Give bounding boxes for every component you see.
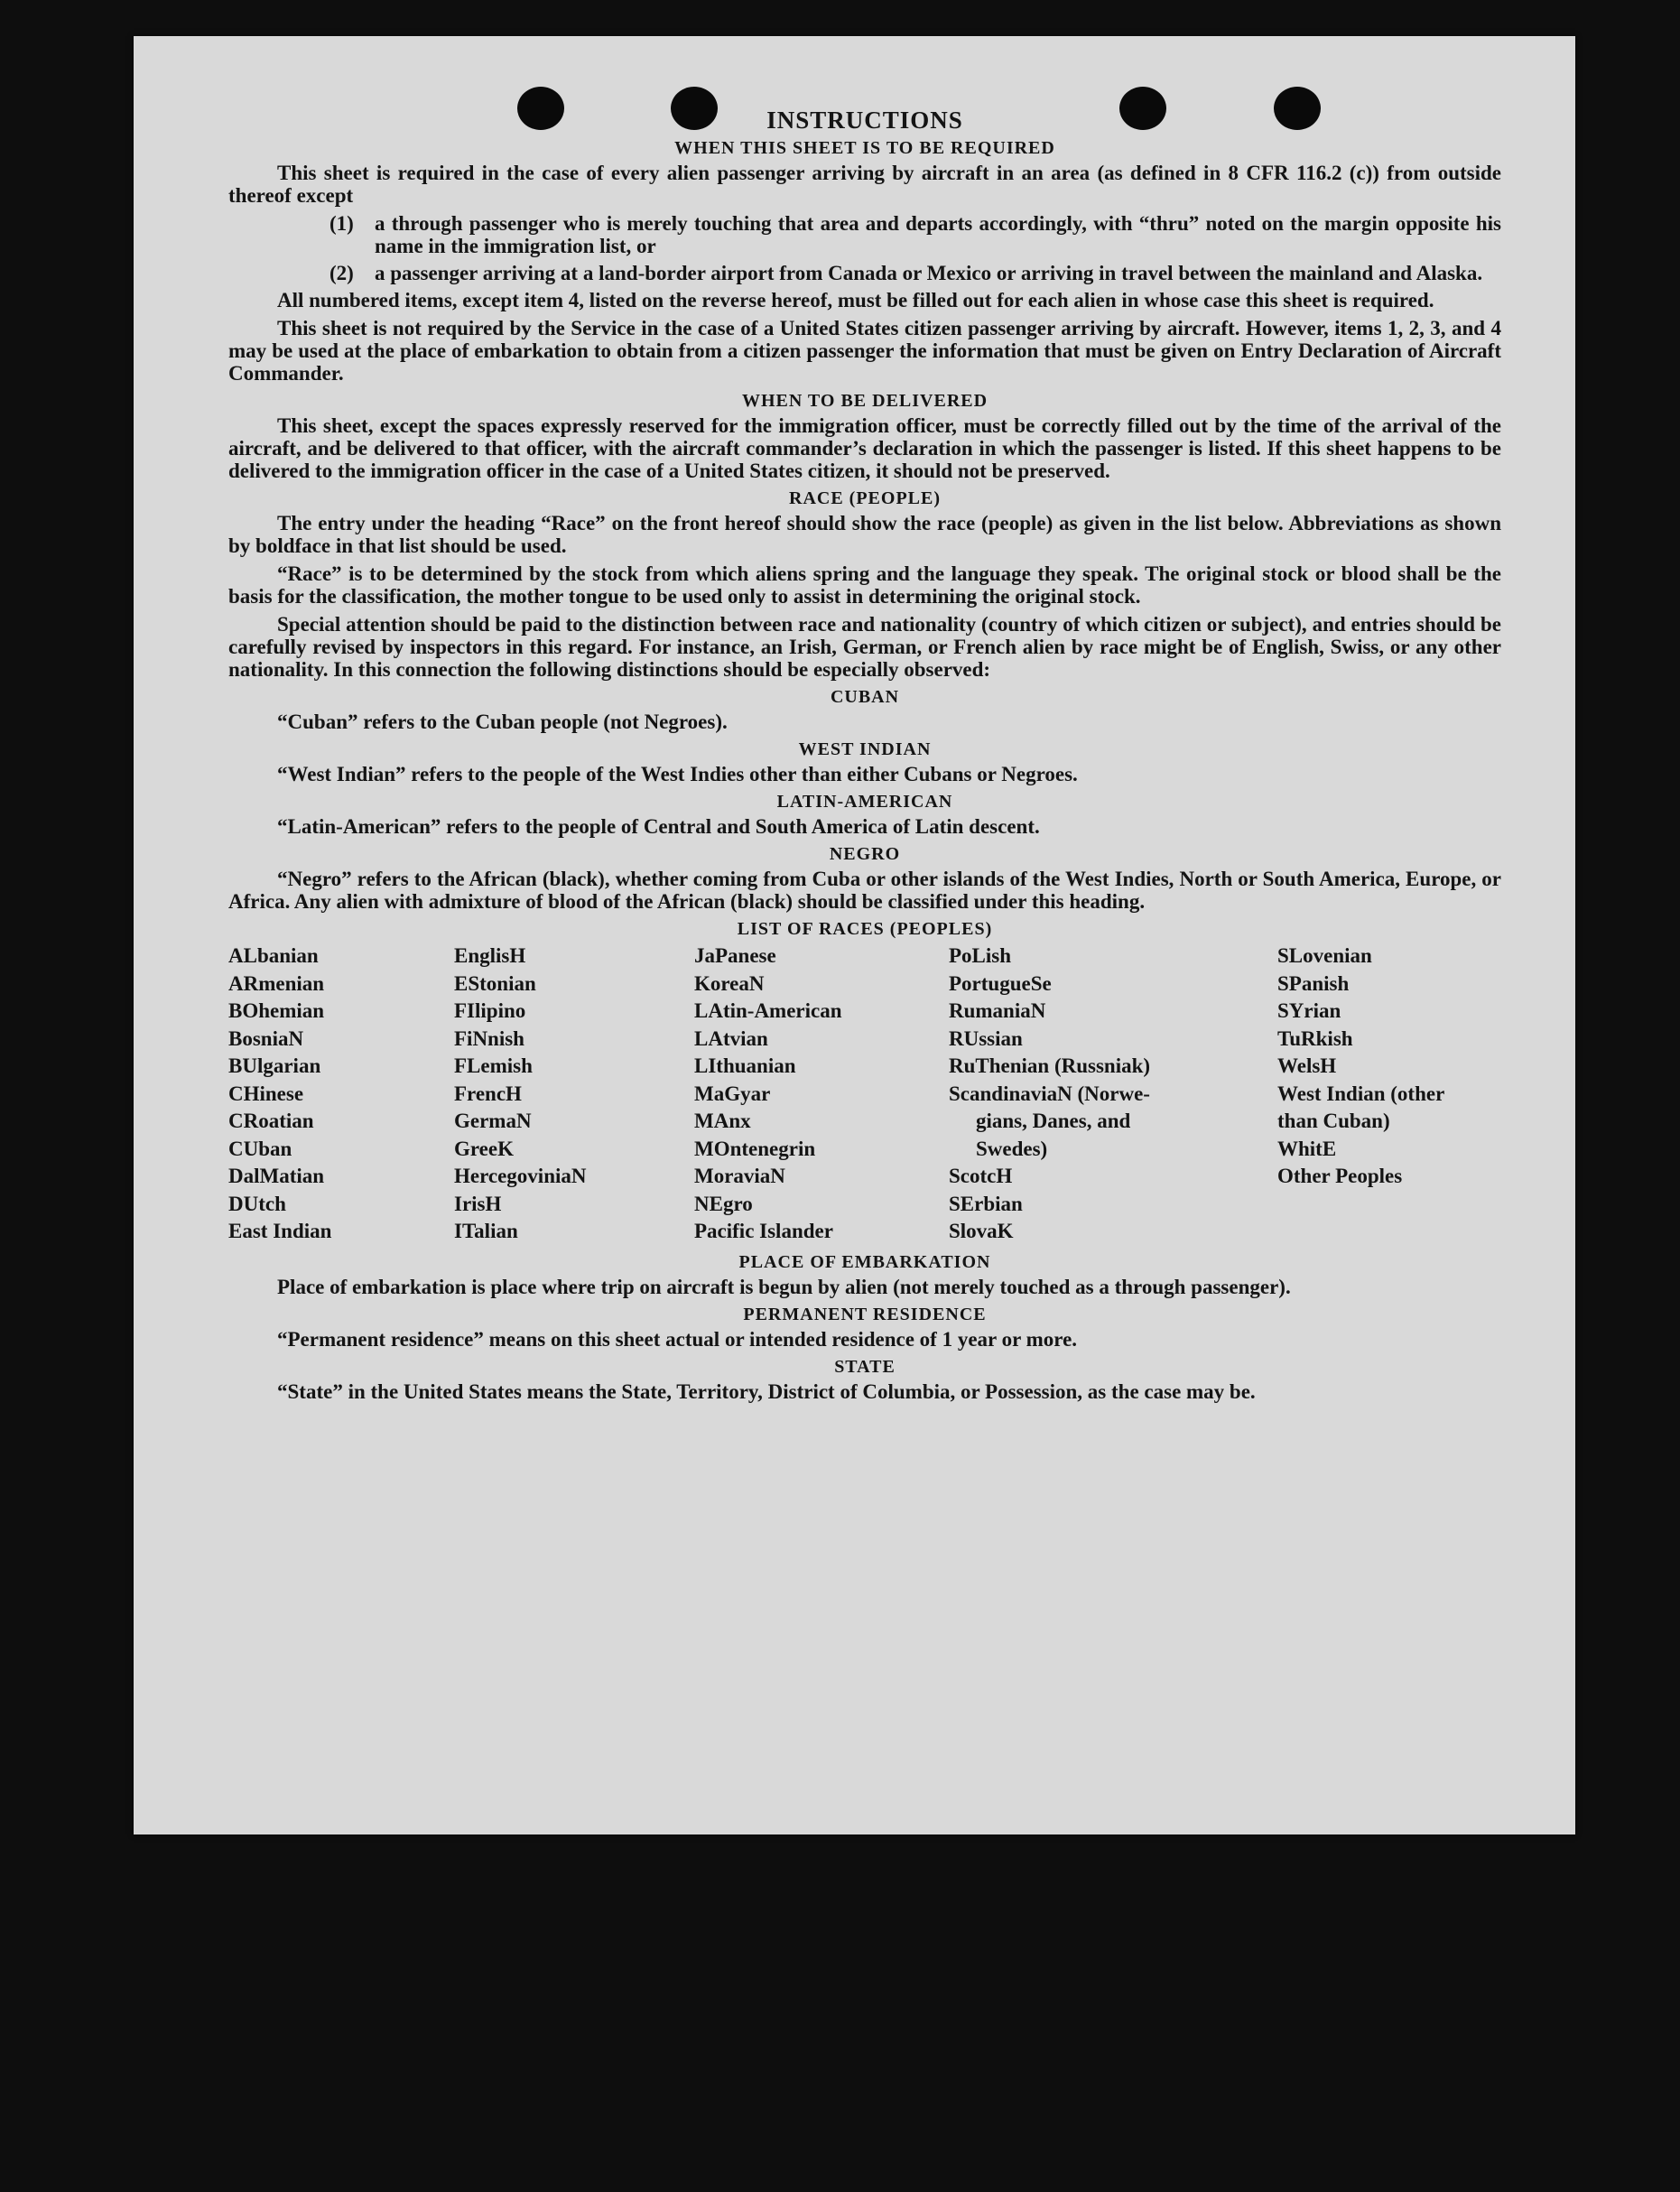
races-column <box>949 943 1277 1246</box>
list-item: FiNnish <box>454 1026 524 1050</box>
section-heading-cuban: CUBAN <box>830 687 900 707</box>
list-item: HercegoviniaN <box>454 1165 587 1187</box>
list-item: SPanish <box>1277 971 1350 995</box>
list-item: GermaN <box>454 1110 532 1132</box>
paragraph: “West Indian” refers to the people of the West Indies other than either Cubans or Negroes. <box>277 763 1078 785</box>
list-item: DUtch <box>228 1192 286 1215</box>
list-item: NEgro <box>694 1192 753 1215</box>
list-item: ScandinaviaN (Norwe- <box>949 1082 1150 1105</box>
list-item: SLovenian <box>1277 944 1372 967</box>
list-item: KoreaN <box>694 971 765 995</box>
paragraph: “Negro” refers to the African (black), whether coming from Cuba or other islands of the West Indies, North or South America, Europe, or Africa. Any alien with admixture of blood of the African (black) should be classified under this heading. <box>228 868 1501 913</box>
paragraph: “Race” is to be determined by the stock from which aliens spring and the language they speak. The original stock or blood shall be the basis for the classification, the mother tongue to be used only to assist in determining the original stock. <box>228 562 1501 608</box>
races-column <box>228 943 454 1246</box>
list-item: Swedes) <box>976 1137 1048 1160</box>
list-item: RUssian <box>949 1026 1023 1050</box>
list-item: SlovaK <box>949 1220 1014 1242</box>
list-item: PoLish <box>949 944 1012 967</box>
list-item: BUlgarian <box>228 1054 321 1077</box>
instruction-sheet <box>134 36 1575 1834</box>
paragraph: “State” in the United States means the State, Territory, District of Columbia, or Possession, as the case may be. <box>277 1379 1256 1403</box>
list-item: EnglisH <box>454 944 526 967</box>
races-list <box>228 943 1501 1246</box>
list-item: MOntenegrin <box>694 1137 816 1160</box>
section-heading-state: STATE <box>834 1356 896 1377</box>
list-item: than Cuban) <box>1277 1110 1390 1132</box>
page-title: INSTRUCTIONS <box>766 107 963 134</box>
list-item: JaPanese <box>694 944 776 967</box>
paragraph: Place of embarkation is place where trip on aircraft is begun by alien (not merely touched as a through passenger). <box>277 1275 1291 1298</box>
list-item: FLemish <box>454 1054 533 1077</box>
list-item: IrisH <box>454 1192 502 1215</box>
paragraph: The entry under the heading “Race” on the front hereof should show the race (people) as given in the list below. Abbreviations as shown by boldface in that list should be used. <box>228 512 1501 557</box>
list-item: CHinese <box>228 1082 304 1105</box>
list-item: MaGyar <box>694 1082 771 1105</box>
list-item: LIthuanian <box>694 1054 796 1077</box>
paragraph: This sheet is required in the case of every alien passenger arriving by aircraft in an area (as defined in 8 CFR 116.2 (c)) from outside thereof except <box>228 162 1501 207</box>
list-item: MAnx <box>694 1110 751 1132</box>
list-item: FIlipino <box>454 999 526 1022</box>
list-item: RumaniaN <box>949 999 1046 1022</box>
list-item <box>330 212 1501 257</box>
races-column <box>1277 943 1501 1246</box>
paragraph: “Latin-American” refers to the people of Central and South America of Latin descent. <box>277 815 1040 838</box>
list-item: MoraviaN <box>694 1165 785 1187</box>
list-item: LAtvian <box>694 1026 768 1050</box>
list-item: BosniaN <box>228 1026 304 1050</box>
paragraph: Special attention should be paid to the distinction between race and nationality (country of which citizen or subject), and entries should be carefully revised by inspectors in this regard. For instance, an Irish, German, or French alien by race might be of English, Swiss, or any other nationality. In this connection the following distinctions should be especially observed: <box>228 613 1501 681</box>
list-item: FrencH <box>454 1082 522 1105</box>
list-item: East Indian <box>228 1220 332 1242</box>
item-number: (1) <box>330 212 354 235</box>
races-column <box>694 943 949 1246</box>
list-item: PortugueSe <box>949 971 1052 995</box>
item-number: (2) <box>330 262 354 284</box>
list-item: CUban <box>228 1137 292 1160</box>
item-text: a passenger arriving at a land-border airport from Canada or Mexico or arriving in travel between the mainland and Alaska. <box>375 262 1483 284</box>
section-heading-race: RACE (PEOPLE) <box>789 488 941 508</box>
list-item: WhitE <box>1277 1137 1337 1160</box>
item-text: a through passenger who is merely touching that area and departs accordingly, with “thru” noted on the margin opposite his name in the immigration list, or <box>375 212 1501 257</box>
list-item: RuThenian (Russniak) <box>949 1054 1151 1077</box>
list-item: ARmenian <box>228 971 325 995</box>
section-heading-negro: NEGRO <box>829 844 901 864</box>
list-item: EStonian <box>454 971 536 995</box>
list-item <box>330 262 1501 284</box>
document-body <box>228 107 1501 1408</box>
list-item: LAtin-American <box>694 999 842 1022</box>
section-heading-embarkation: PLACE OF EMBARKATION <box>738 1251 991 1272</box>
paragraph: All numbered items, except item 4, listed on the reverse hereof, must be filled out for each alien in whose case this sheet is required. <box>277 289 1434 311</box>
paragraph: This sheet, except the spaces expressly reserved for the immigration officer, must be correctly filled out by the time of the arrival of the aircraft, and be delivered to that officer, with the aircraft commander’s declaration in which the passenger is listed. If this sheet happens to be delivered to the immigration officer in the case of a United States citizen, it should not be preserved. <box>228 414 1501 482</box>
section-heading-list: LIST OF RACES (PEOPLES) <box>737 919 993 939</box>
list-item: CRoatian <box>228 1110 314 1132</box>
races-column <box>454 943 694 1246</box>
list-item: gians, Danes, and <box>976 1110 1131 1132</box>
list-item: TuRkish <box>1277 1026 1353 1050</box>
list-item: Other Peoples <box>1277 1165 1403 1187</box>
list-item: SErbian <box>949 1192 1023 1215</box>
section-heading-required: WHEN THIS SHEET IS TO BE REQUIRED <box>674 138 1055 158</box>
section-heading-west-indian: WEST INDIAN <box>798 739 932 759</box>
list-item: BOhemian <box>228 999 325 1022</box>
paragraph: “Cuban” refers to the Cuban people (not Negroes). <box>277 711 728 733</box>
section-heading-latin-american: LATIN-AMERICAN <box>776 792 953 812</box>
list-item: ITalian <box>454 1220 518 1242</box>
list-item: SYrian <box>1277 999 1341 1022</box>
list-item: West Indian (other <box>1277 1082 1445 1105</box>
list-item: ALbanian <box>228 944 319 967</box>
paragraph: This sheet is not required by the Service in the case of a United States citizen passenger arriving by aircraft. However, items 1, 2, 3, and 4 may be used at the place of embarkation to obtain from a citizen passenger the information that must be given on Entry Declaration of Aircraft Commander. <box>228 317 1501 385</box>
list-item: GreeK <box>454 1137 514 1160</box>
list-item: ScotcH <box>949 1165 1013 1187</box>
list-item: WelsH <box>1277 1054 1337 1077</box>
section-heading-delivered: WHEN TO BE DELIVERED <box>741 391 989 411</box>
paragraph: “Permanent residence” means on this sheet actual or intended residence of 1 year or more. <box>277 1327 1078 1351</box>
section-heading-residence: PERMANENT RESIDENCE <box>743 1304 987 1324</box>
list-item: DalMatian <box>228 1165 325 1187</box>
list-item: Pacific Islander <box>694 1220 833 1242</box>
